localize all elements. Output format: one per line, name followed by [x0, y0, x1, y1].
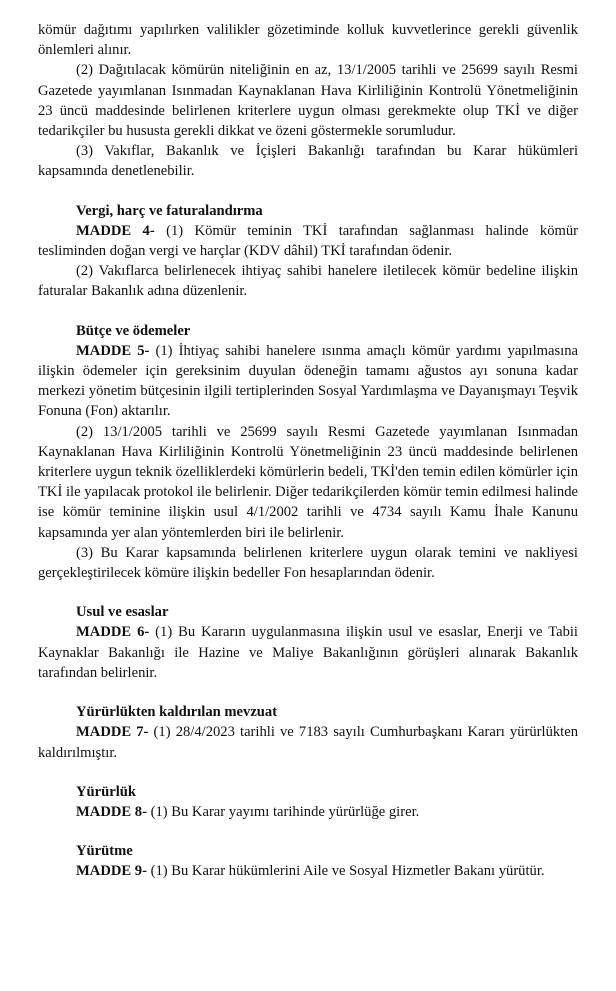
intro-paragraph-1: kömür dağıtımı yapılırken valilikler gözetiminde kolluk kuvvetlerince gerekli güvenlik önlemleri alınır.	[38, 22, 578, 59]
madde-7-text: (1) 28/4/2023 tarihli ve 7183 sayılı Cumhurbaşkanı Kararı yürürlükten kaldırılmıştır.	[38, 724, 578, 761]
section-heading-vergi: Vergi, harç ve faturalandırma	[76, 202, 263, 219]
madde-6-paragraph-1	[38, 622, 578, 683]
madde-8-paragraph-1	[38, 802, 578, 822]
madde-5-label: MADDE 5-	[76, 342, 150, 359]
madde-9-text: (1) Bu Karar hükümlerini Aile ve Sosyal Hizmetler Bakanı yürütür.	[146, 863, 545, 880]
madde-4-label: MADDE 4-	[76, 222, 155, 239]
madde-6-label: MADDE 6-	[76, 624, 150, 641]
intro-paragraph-3: (3) Vakıflar, Bakanlık ve İçişleri Bakanlığı tarafından bu Karar hükümleri kapsamında denetlenebilir.	[38, 143, 578, 180]
madde-7-label: MADDE 7-	[76, 724, 149, 741]
madde-9-paragraph-1	[38, 861, 578, 881]
madde-7-paragraph-1	[38, 722, 578, 762]
madde-9-label: MADDE 9-	[76, 863, 147, 880]
section-heading-yururluk: Yürürlük	[76, 783, 137, 800]
madde-8-label: MADDE 8-	[76, 803, 147, 820]
section-heading-usul: Usul ve esaslar	[76, 604, 169, 621]
madde-8-text: (1) Bu Karar yayımı tarihinde yürürlüğe girer.	[146, 803, 420, 820]
section-heading-butce: Bütçe ve ödemeler	[76, 322, 191, 339]
madde-5-paragraph-3: (3) Bu Karar kapsamında belirlenen kriterlere uygun olarak temini ve nakliyesi gerçekleştirilecek kömüre ilişkin bedeller Fon hesaplarından ödenir.	[38, 544, 578, 582]
madde-5-paragraph-2: (2) 13/1/2005 tarihli ve 25699 sayılı Resmi Gazetede yayımlanan Isınmadan Kaynaklanan Hava Kirliliğinin Kontrolü Yönetmeliğinin 23 üncü maddesinde belirlenen kriterlere uygun teknik özelliklerdeki kömürlerin bedeli, TKİ'den temin edilen kömürler için TKİ ile yapılacak protokol ile belirlenir. Diğer tedarikçilerden kömür temin edilmesi halinde ise kömür teminine ilişkin usul 4/1/2002 tarihli ve 4734 sayılı Kamu İhale Kanunu kapsamında yer alan yöntemlerden biri ile belirlenir.	[38, 423, 578, 541]
intro-paragraph-2: (2) Dağıtılacak kömürün niteliğinin en az, 13/1/2005 tarihli ve 25699 sayılı Resmi Gazetede yayımlanan Isınmadan Kaynaklanan Hava Kirliliğinin Kontrolü Yönetmeliğinin 23 üncü maddesinde belirlenen kriterlere uygun olması gerekmekte olup TKİ ve diğer tedarikçiler bu hususta gerekli dikkat ve özeni göstermekle sorumludur.	[38, 62, 578, 140]
madde-4-paragraph-1	[38, 221, 578, 261]
section-heading-yurutme: Yürütme	[76, 843, 133, 860]
madde-5-text: (1) İhtiyaç sahibi hanelere ısınma amaçlı kömür yardımı yapılmasına ilişkin ödemeler için gereksinim duyulan ödeneğin tamamı ağustos ayı sonuna kadar merkezi yönetim bütçesinin ilgili tertiplerinden Sosyal Yardımlaşma ve Dayanışmayı Teşvik Fonuna (Fon) aktarılır.	[38, 342, 578, 420]
madde-6-text: (1) Bu Kararın uygulanmasına ilişkin usul ve esaslar, Enerji ve Tabii Kaynaklar Bakanlığı ile Hazine ve Maliye Bakanlığının görüşleri alınarak Bakanlık tarafından belirlenir.	[38, 624, 578, 681]
madde-4-paragraph-2: (2) Vakıflarca belirlenecek ihtiyaç sahibi hanelere iletilecek kömür bedeline ilişkin faturalar Bakanlık adına düzenlenir.	[38, 263, 578, 300]
madde-4-text: (1) Kömür teminin TKİ tarafından sağlanması halinde kömür tesliminden doğan vergi ve harçlar (KDV dâhil) TKİ tarafından ödenir.	[38, 222, 578, 260]
madde-5-paragraph-1	[38, 341, 578, 422]
section-heading-kaldirilan: Yürürlükten kaldırılan mevzuat	[76, 704, 278, 721]
